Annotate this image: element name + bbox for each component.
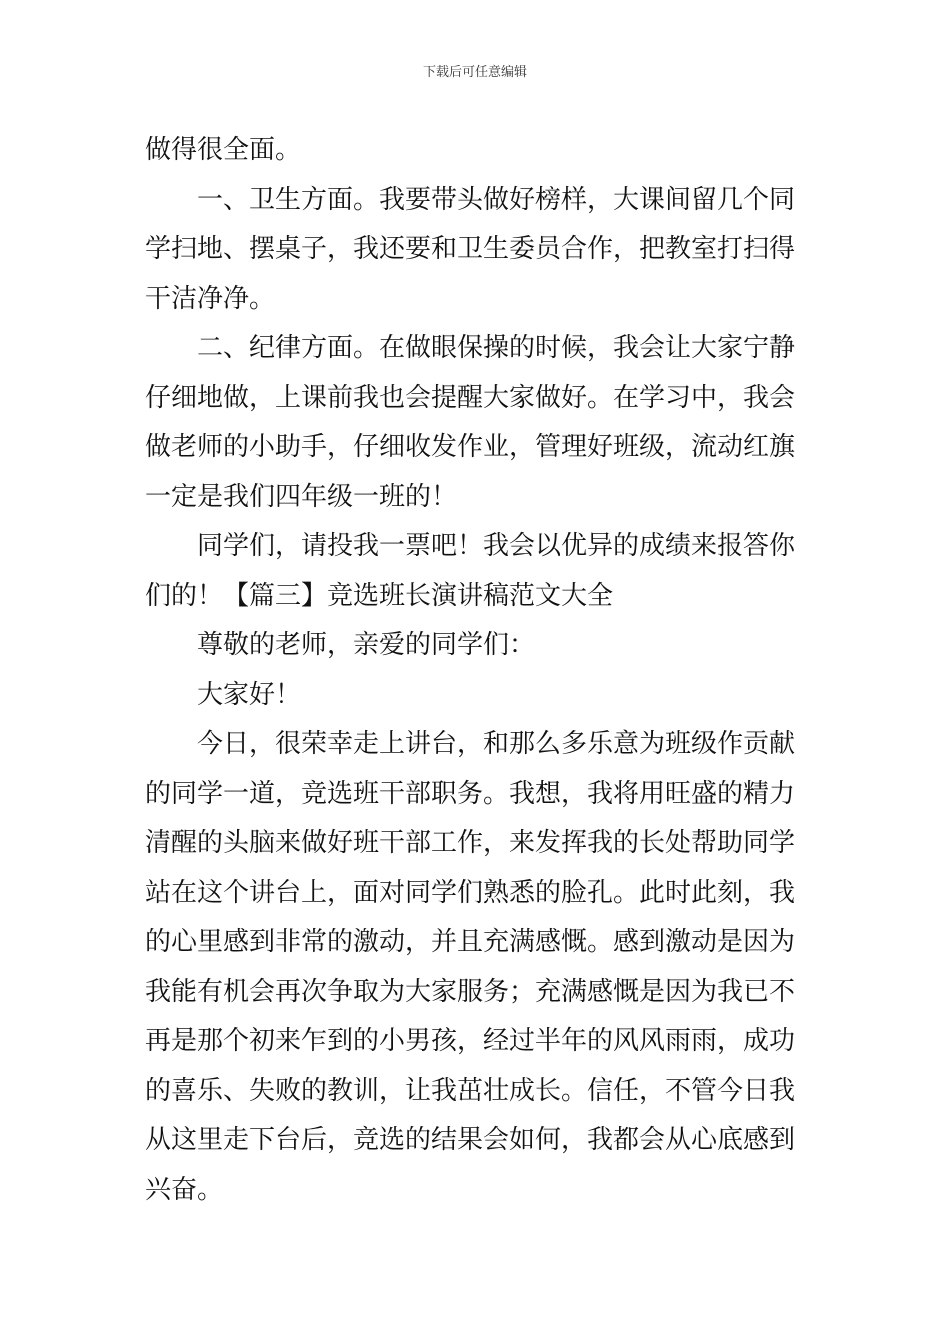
text-line: 做得很全面。: [145, 135, 302, 165]
text-line: 大家好！: [197, 679, 302, 710]
text-line: 们的！【篇三】竞选班长演讲稿范文大全: [145, 580, 614, 611]
text-line: 从这里走下台后，竞选的结果会如何，我都会从心底感到: [145, 1125, 796, 1155]
text-line: 尊敬的老师，亲爱的同学们：: [197, 630, 536, 660]
text-line: 的喜乐、失败的教训，让我茁壮成长。信任，不管今日我: [145, 1075, 796, 1106]
document-body: [145, 126, 809, 1215]
text-line: 今日，很荣幸走上讲台，和那么多乐意为班级作贡献: [197, 729, 796, 759]
text-line: 学扫地、摆桌子，我还要和卫生委员合作，把教室打扫得: [145, 234, 796, 264]
text-line: 一、卫生方面。我要带头做好榜样，大课间留几个同: [197, 184, 796, 215]
text-line: 同学们，请投我一票吧！我会以优异的成绩来报答你: [197, 531, 796, 561]
text-line: 站在这个讲台上，面对同学们熟悉的脸孔。此时此刻，我: [145, 877, 796, 908]
text-line: 的同学一道，竞选班干部职务。我想，我将用旺盛的精力: [145, 778, 796, 809]
text-line: 仔细地做，上课前我也会提醒大家做好。在学习中，我会: [145, 382, 796, 413]
text-line: 做老师的小助手，仔细收发作业，管理好班级，流动红旗: [145, 432, 796, 462]
text-line: 兴奋。: [145, 1174, 224, 1205]
page-header-note: 下载后可任意编辑: [422, 65, 527, 80]
text-line: 清醒的头脑来做好班干部工作，来发挥我的长处帮助同学: [145, 828, 796, 858]
text-line: 二、纪律方面。在做眼保操的时候，我会让大家宁静: [197, 333, 796, 363]
text-line: 再是那个初来乍到的小男孩，经过半年的风风雨雨，成功: [145, 1026, 796, 1056]
text-line: 一定是我们四年级一班的！: [145, 481, 458, 512]
text-line: 的心里感到非常的激动，并且充满感慨。感到激动是因为: [145, 927, 796, 957]
text-line: 干洁净净。: [145, 283, 276, 314]
text-line: 我能有机会再次争取为大家服务；充满感慨是因为我已不: [145, 976, 796, 1007]
